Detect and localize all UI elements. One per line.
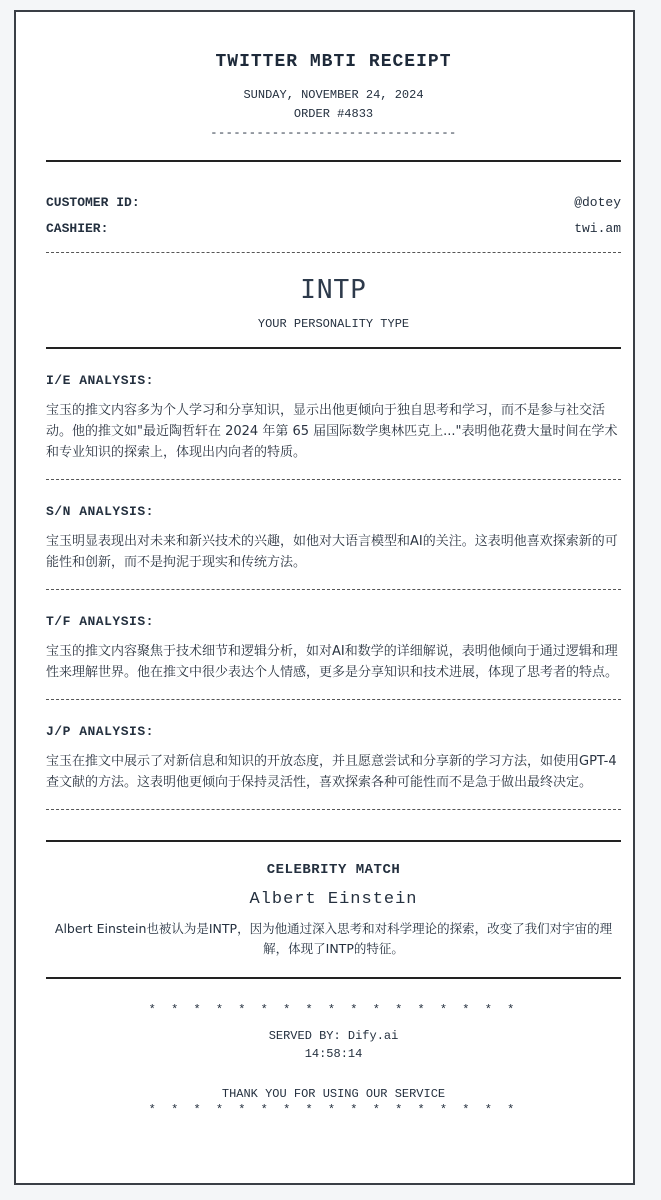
divider-dashed (46, 252, 621, 253)
personality-type: INTP (300, 275, 367, 305)
tf-analysis-title: T/F ANALYSIS: (46, 614, 154, 629)
order-number: ORDER #4833 (293, 107, 374, 121)
divider-dashed (46, 479, 621, 480)
celebrity-description: Albert Einstein也被认为是INTP，因为他通过深入思考和对科学理论的探索，改变了我们对宇宙的理解，体现了INTP的特征。 (54, 921, 613, 956)
divider-solid (46, 840, 621, 842)
divider-solid (46, 977, 621, 979)
divider-dashed (46, 589, 621, 590)
divider-dashed (46, 699, 621, 700)
cashier-label: CASHIER: (46, 221, 109, 236)
ie-analysis (46, 373, 621, 463)
customer-id-label: CUSTOMER ID: (46, 195, 140, 210)
divider-dashed (46, 809, 621, 810)
sn-analysis-title: S/N ANALYSIS: (46, 504, 154, 519)
customer-info (46, 190, 621, 242)
celebrity-heading: CELEBRITY MATCH (266, 862, 401, 878)
served-by: SERVED BY: Dify.ai (268, 1029, 399, 1043)
thank-you-message: THANK YOU FOR USING OUR SERVICE (221, 1087, 446, 1101)
served-time: 14:58:14 (304, 1047, 363, 1061)
ie-analysis-title: I/E ANALYSIS: (46, 373, 154, 388)
jp-analysis-title: J/P ANALYSIS: (46, 724, 154, 739)
personality-caption: YOUR PERSONALITY TYPE (257, 317, 410, 331)
customer-id-row (46, 190, 621, 216)
celebrity-name: Albert Einstein (249, 890, 418, 909)
stars-divider-bottom: * * * * * * * * * * * * * * * * * (148, 1103, 519, 1117)
header-dash-divider: -------------------------------- (210, 126, 457, 140)
ie-analysis-body: 宝玉的推文内容多为个人学习和分享知识，显示出他更倾向于独自思考和学习，而不是参与社交活动。他的推文如"最近陶哲轩在 2024 年第 65 届国际数学奥林匹克上..."表明他花费大量时间在学术和专业知识的探索上，体现出内向者的特质。 (46, 403, 618, 460)
divider-solid (46, 347, 621, 349)
cashier-row (46, 216, 621, 242)
receipt-content (46, 12, 621, 1117)
divider-solid (46, 160, 621, 162)
customer-id-value: @dotey (574, 195, 621, 210)
cashier-value: twi.am (574, 221, 621, 236)
stars-divider-top: * * * * * * * * * * * * * * * * * (148, 1003, 519, 1017)
receipt-title: TWITTER MBTI RECEIPT (215, 52, 452, 72)
receipt-card (14, 10, 635, 1185)
sn-analysis (46, 504, 621, 573)
jp-analysis-body: 宝玉在推文中展示了对新信息和知识的开放态度，并且愿意尝试和分享新的学习方法，如使用GPT-4查文献的方法。这表明他更倾向于保持灵活性，喜欢探索各种可能性而不是急于做出最终决定。 (46, 754, 617, 790)
jp-analysis (46, 724, 621, 793)
receipt-date: SUNDAY, NOVEMBER 24, 2024 (243, 88, 424, 102)
tf-analysis-body: 宝玉的推文内容聚焦于技术细节和逻辑分析，如对AI和数学的详细解说，表明他倾向于通过逻辑和理性来理解世界。他在推文中很少表达个人情感，更多是分享知识和技术进展，体现了思考者的特点。 (46, 644, 619, 680)
tf-analysis (46, 614, 621, 683)
sn-analysis-body: 宝玉明显表现出对未来和新兴技术的兴趣，如他对大语言模型和AI的关注。这表明他喜欢探索新的可能性和创新，而不是拘泥于现实和传统方法。 (46, 534, 618, 570)
